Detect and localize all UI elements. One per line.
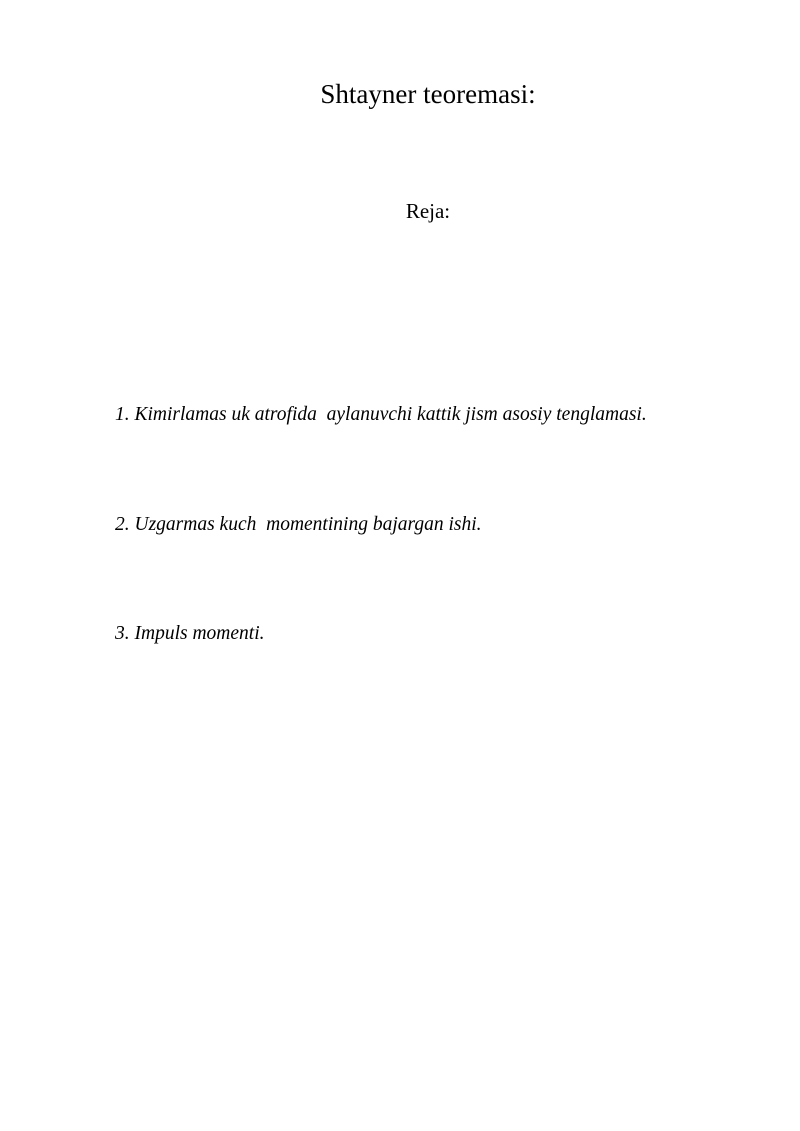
page-title: Shtayner teoremasi: xyxy=(320,79,536,109)
list-item xyxy=(115,616,647,653)
list-item-text: Impuls momenti. xyxy=(134,623,265,644)
plan-heading: Reja: xyxy=(405,199,451,223)
list-item-text: Kimirlamas uk atrofida aylanuvchi kattik jism asosiy tenglamasi. xyxy=(134,404,647,425)
list-item xyxy=(115,397,647,434)
plan-list xyxy=(115,324,647,726)
list-item-number: 3. xyxy=(115,623,130,644)
list-item-text: Uzgarmas kuch momentining bajargan ishi. xyxy=(134,513,482,535)
list-item xyxy=(115,507,647,544)
list-item-number: 2. xyxy=(115,513,130,535)
list-item-number: 1. xyxy=(115,404,130,425)
